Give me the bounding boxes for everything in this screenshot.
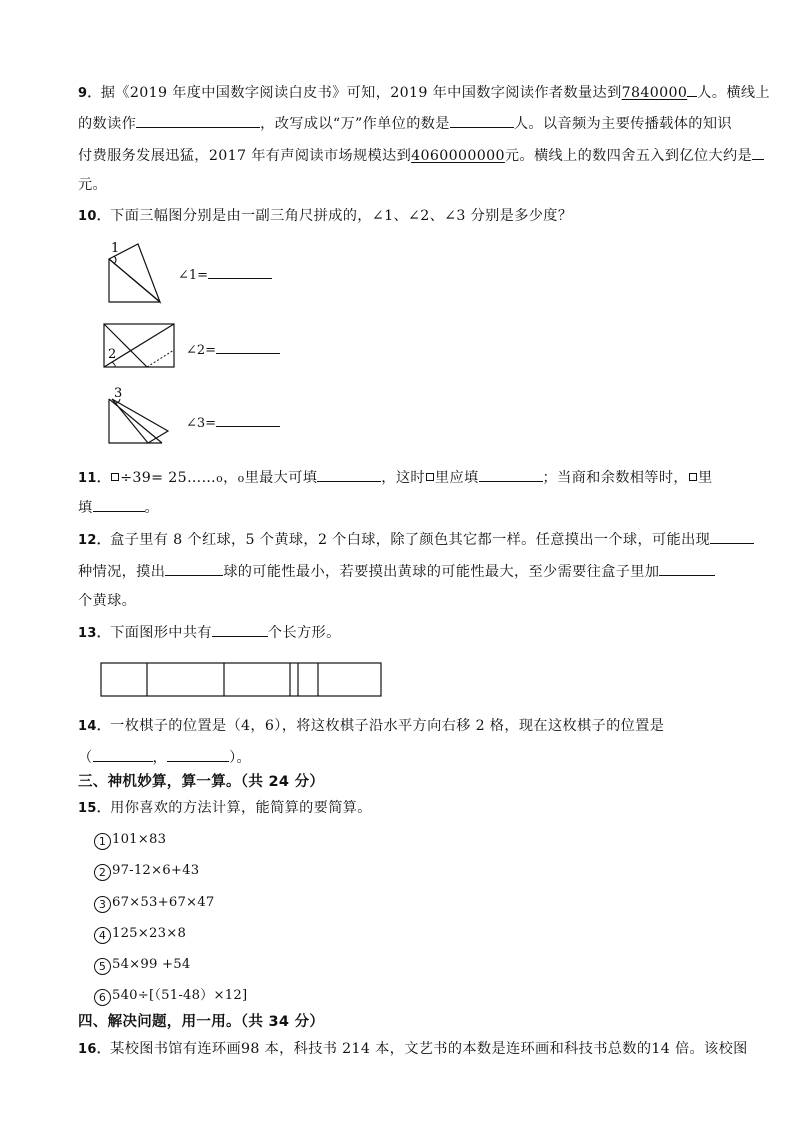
angle-3-label: ∠3= [186,416,217,431]
q13-rectangle-figure [100,662,384,698]
q15-item-6 [94,986,247,1006]
angle-1-blank[interactable] [208,264,272,279]
q9-value-market: 4060000000 [411,148,505,164]
q9-text-8: 元。 [78,177,108,193]
q12-text-2: 种情况，摸出 [78,564,166,580]
q12-line-3 [78,591,136,611]
q15-item-5 [94,955,190,975]
q10-answer-1 [178,264,272,283]
q14-text-1: 一枚棋子的位置是（4，6），将这枚棋子沿水平方向右移 2 格，现在这枚棋子的位置是 [110,718,665,734]
q9-text-6: 付费服务发展迅猛，2017 年有声阅读市场规模达到 [78,148,412,164]
q12-blank-color[interactable] [165,561,223,576]
circled-number-5: 5 [94,958,111,975]
q15-expr-1: 101×83 [112,832,167,847]
q13-line [78,622,341,644]
q11-text-1: ÷39= 25…… [120,470,217,486]
q9-line-3 [78,145,764,166]
q9-text-1: 据《2019 年度中国数字阅读白皮书》可知，2019 年中国数字阅读作者数量达到 [100,85,622,101]
q12-text-3: 球的可能性最小，若要摸出黄球的可能性最大，至少需要往盒子里加 [223,564,660,580]
q9-line-2 [78,113,732,134]
q10-answer-2 [186,339,280,358]
q10-answer-3 [186,412,280,431]
q15-item-3 [94,893,214,913]
circled-number-1: 1 [94,833,111,850]
section-4-heading: 四、解决问题，用一用。（共 34 分） [78,1014,325,1030]
q11-text-9: 。 [144,500,160,516]
q11-blank-max[interactable] [317,467,381,482]
q10-line [78,206,572,227]
q12-blank-cases[interactable] [710,529,754,544]
q10-fig3-mark: 3 [114,386,123,401]
q14-text-3: ， [152,750,168,766]
q11-text-4: ，这时 [381,470,425,486]
q12-number: 12． [78,533,111,548]
q10-figure-2 [100,320,176,370]
q11-blank-equal[interactable] [93,497,145,512]
q9-blank-read[interactable] [136,113,260,128]
q15-expr-2: 97-12×6+43 [112,863,200,878]
q9-text-3: 的数读作 [78,116,137,132]
angle-2-blank[interactable] [216,339,280,354]
box-symbol [111,473,119,481]
q16-text: 某校图书馆有连环画98 本，科技书 214 本，文艺书的本数是连环画和科技书总数的14 倍。该校图 [110,1041,748,1057]
q16-line [78,1039,748,1060]
q15-item-1 [94,830,166,850]
q9-line-4 [78,175,107,195]
circled-number-2: 2 [94,864,111,881]
q13-blank-count[interactable] [212,622,268,637]
q13-text-2: 个长方形。 [267,625,341,641]
q14-line-1 [78,716,664,737]
q10-number: 10． [78,209,111,224]
q9-line-1 [78,82,770,104]
q11-blank-box[interactable] [479,467,543,482]
q15-expr-5: 54×99 +54 [112,957,191,972]
q9-blank-yi[interactable] [752,145,764,160]
q12-line-2 [78,561,715,582]
q15-item-4 [94,924,186,944]
q9-text-7: 元。横线上的数四舍五入到亿位大约是 [504,148,753,164]
q15-expr-6: 540÷[（51-48）×12] [112,988,248,1003]
q15-text: 用你喜欢的方法计算，能简算的要简算。 [110,800,372,816]
section-3-heading: 三、神机妙算，算一算。（共 24 分） [78,774,325,790]
q13-number: 13． [78,626,111,641]
q10-figure-1 [100,240,162,306]
q10-text: 下面三幅图分别是由一副三角尺拼成的，∠1、∠2、∠3 分别是多少度？ [110,208,573,224]
q15-line [78,798,372,819]
q11-text-8: 填 [78,500,93,516]
q11-text-3: 里最大可填 [244,470,318,486]
q9-blank-wan[interactable] [450,113,514,128]
q9-text-5: 人。以音频为主要传播载体的知识 [513,116,732,132]
circle-symbol: o [216,472,224,485]
q12-blank-yellow[interactable] [659,561,715,576]
circled-number-4: 4 [94,927,111,944]
q12-text-4: 个黄球。 [78,593,137,609]
circle-symbol: o [237,472,245,485]
q14-number: 14． [78,719,111,734]
q9-underline-tail [687,82,697,97]
q9-number: 9． [78,86,101,101]
q11-text-2: ， [223,470,238,486]
q9-text-4: ，改写成以“万”作单位的数是 [260,116,450,132]
angle-1-label: ∠1= [178,268,209,283]
q14-blank-x[interactable] [93,747,153,762]
q9-text-2: 人。横线上 [697,85,770,101]
q10-fig1-mark: 1 [111,241,120,256]
q15-number: 15． [78,801,111,816]
q11-number: 11． [78,471,111,486]
q10-figure-3 [100,385,170,447]
q12-line-1 [78,529,754,551]
circled-number-6: 6 [94,989,111,1006]
angle-3-blank[interactable] [216,412,280,427]
q11-text-6: ；当商和余数相等时， [542,470,688,486]
q14-text-4: ）。 [229,750,252,766]
q12-text-1: 盒子里有 8 个红球，5 个黄球，2 个白球，除了颜色其它都一样。任意摸出一个球，可能出现 [110,532,711,548]
q11-text-5: 里应填 [434,470,479,486]
q10-fig2-mark: 2 [108,347,117,362]
q11-text-7: 里 [697,470,713,486]
q14-blank-y[interactable] [167,747,229,762]
q13-text-1: 下面图形中共有 [110,625,212,641]
q14-line-2 [78,747,251,768]
q9-value-readers: 7840000 [621,85,688,101]
q11-line-1 [78,467,712,489]
q15-expr-3: 67×53+67×47 [112,895,215,910]
q15-expr-4: 125×23×8 [112,926,187,941]
q16-number: 16． [78,1042,111,1057]
q11-line-2 [78,497,159,518]
circled-number-3: 3 [94,896,111,913]
angle-2-label: ∠2= [186,343,217,358]
box-symbol [689,473,697,481]
q14-text-2: （ [78,750,93,766]
box-symbol [426,473,434,481]
q15-item-2 [94,861,199,881]
